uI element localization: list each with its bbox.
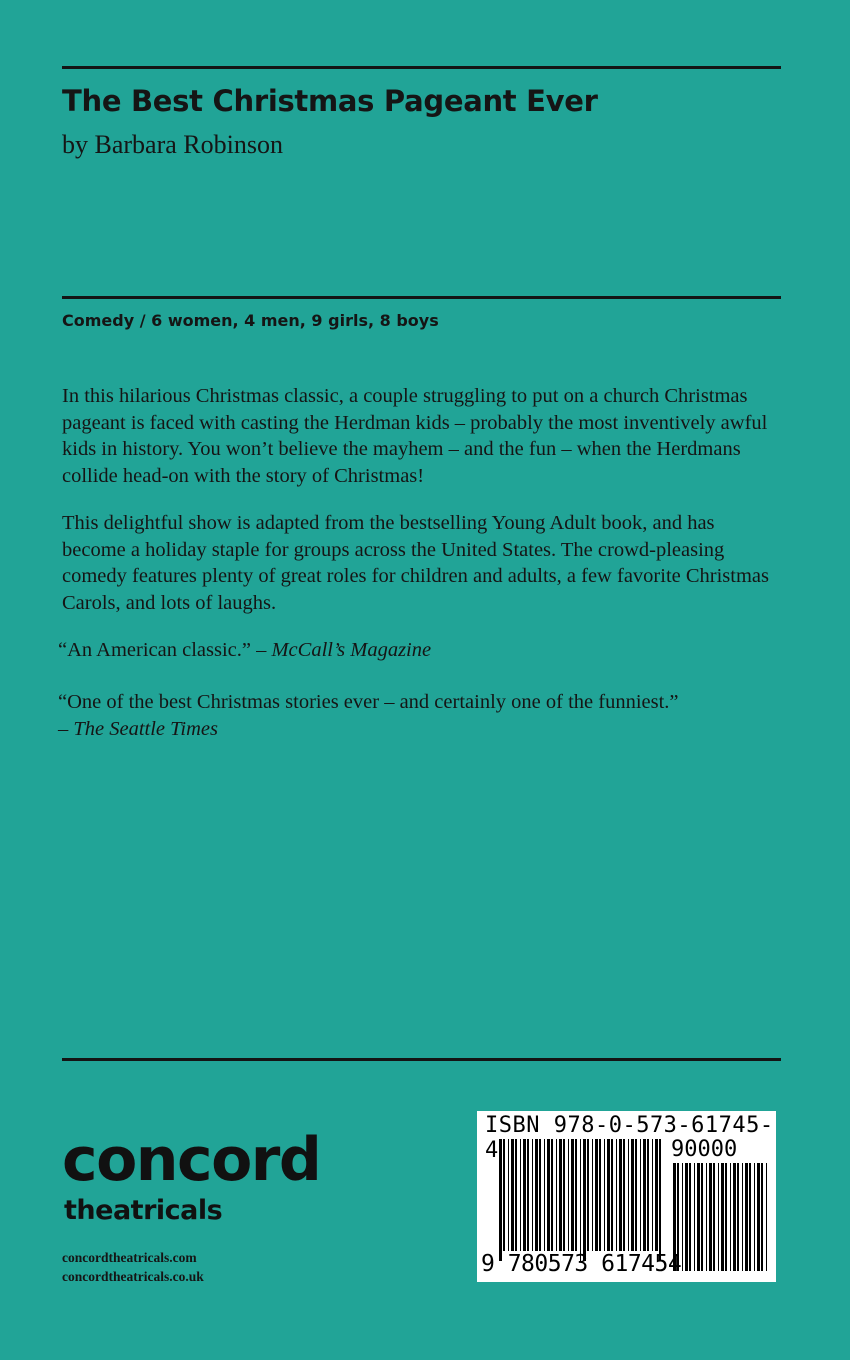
publisher-logo: concord	[62, 1125, 321, 1195]
barcode-bar	[718, 1163, 719, 1271]
description-paragraph-2: This delightful show is adapted from the bestselling Young Adult book, and has become a holiday staple for groups across the United States. The crowd-pleasing comedy features plenty of great roles for children and adults, a few favorite Christmas Carols, and lots of laughs.	[62, 512, 769, 614]
book-title: The Best Christmas Pageant Ever	[62, 84, 598, 118]
quote-text: “One of the best Christmas stories ever – and certainly one of the funniest.”	[58, 691, 679, 713]
isbn-label: ISBN 978-0-573-61745-4	[485, 1113, 774, 1163]
barcode-bar	[682, 1163, 683, 1271]
barcode-bar	[737, 1163, 739, 1271]
top-rule	[62, 66, 781, 69]
publisher-url-uk: concordtheatricals.co.uk	[62, 1269, 204, 1284]
quote-source: – The Seattle Times	[58, 717, 219, 740]
barcode-bar	[730, 1163, 731, 1271]
quote-source: McCall’s Magazine	[271, 639, 432, 661]
quote-text: “An American classic.” –	[58, 639, 272, 661]
description-paragraph-1: In this hilarious Christmas classic, a couple struggling to put on a church Christmas pageant is faced with casting the Herdman kids – probably the most inventively awful kids in history. You won’t believe the mayhem – and the fun – when the Herdmans collide head-on with the story of Christmas!	[62, 385, 768, 487]
review-quote-2	[58, 689, 788, 742]
barcode-bar	[754, 1163, 755, 1271]
barcode-bar	[689, 1163, 691, 1271]
publisher-logo-subtitle: theatricals	[64, 1195, 223, 1226]
barcode-bar	[701, 1163, 703, 1271]
barcode-bar	[761, 1163, 763, 1271]
cast-rule	[62, 296, 781, 299]
footer-rule	[62, 1058, 781, 1061]
barcode-bar	[713, 1163, 715, 1271]
author-line: by Barbara Robinson	[62, 130, 283, 159]
barcode-bar	[725, 1163, 727, 1271]
barcode-addon-digits: 90000	[671, 1137, 738, 1162]
barcode-bar	[733, 1163, 736, 1271]
barcode-bar	[749, 1163, 751, 1271]
barcode-digits: 9 780573 617454	[481, 1251, 682, 1277]
publisher-url-us: concordtheatricals.com	[62, 1250, 197, 1265]
barcode-bar	[766, 1163, 767, 1271]
barcode-bar	[742, 1163, 743, 1271]
barcode-bar	[685, 1163, 688, 1271]
barcode-bar	[721, 1163, 724, 1271]
barcode-bar	[757, 1163, 760, 1271]
barcode-bar	[745, 1163, 748, 1271]
barcode-bar	[694, 1163, 695, 1271]
cast-info: Comedy / 6 women, 4 men, 9 girls, 8 boys	[62, 311, 439, 330]
barcode-bar	[697, 1163, 700, 1271]
isbn-barcode	[477, 1111, 776, 1282]
barcode-bar	[706, 1163, 707, 1271]
barcode-bar	[709, 1163, 712, 1271]
review-quote-1	[58, 637, 788, 664]
